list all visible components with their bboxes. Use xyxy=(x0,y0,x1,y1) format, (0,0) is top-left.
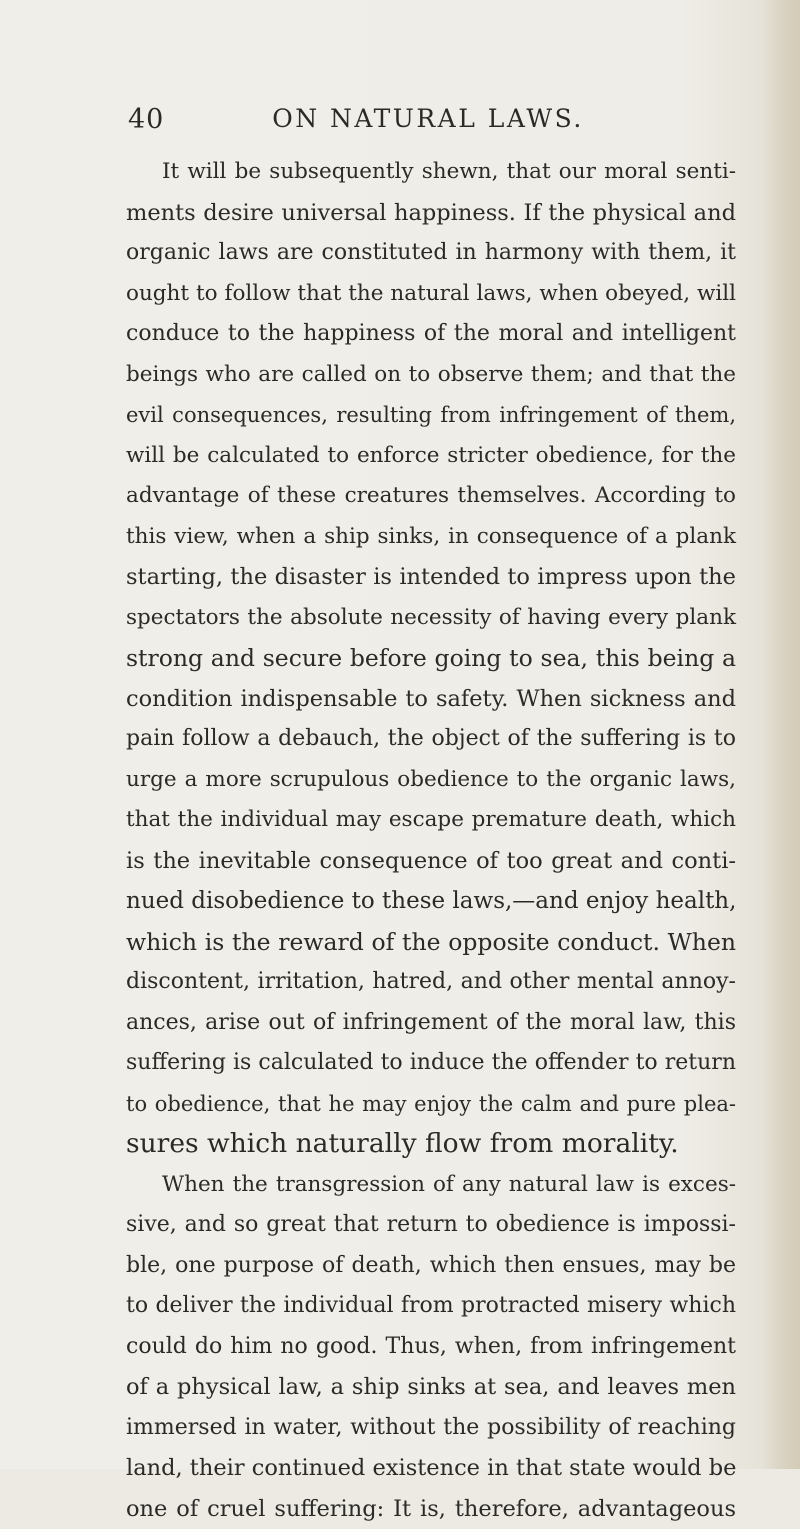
text-line: pain follow a debauch, the object of the suffering is to xyxy=(126,719,736,760)
text-line: to deliver the individual from protracted misery which xyxy=(126,1286,736,1327)
page-number: 40 xyxy=(128,104,164,135)
text-line: organic laws are constituted in harmony with them, it xyxy=(126,233,736,274)
text-line: sive, and so great that return to obedience is impossi- xyxy=(126,1205,736,1246)
text-line: sures which naturally flow from morality. xyxy=(126,1124,736,1165)
body-text xyxy=(126,152,736,1529)
text-line: ought to follow that the natural laws, when obeyed, will xyxy=(126,274,736,315)
text-line: that the individual may escape premature death, which xyxy=(126,800,736,841)
text-line: evil consequences, resulting from infringement of them, xyxy=(126,395,736,436)
text-line: conduce to the happiness of the moral and intelligent xyxy=(126,314,736,355)
text-line: is the inevitable consequence of too great and conti- xyxy=(126,841,736,882)
text-line: discontent, irritation, hatred, and other mental annoy- xyxy=(126,962,736,1003)
text-line: which is the reward of the opposite conduct. When xyxy=(126,922,736,963)
text-line: one of cruel suffering: It is, therefore, advantageous xyxy=(126,1489,736,1529)
text-line: ble, one purpose of death, which then ensues, may be xyxy=(126,1246,736,1287)
text-line: ments desire universal happiness. If the physical and xyxy=(126,193,736,234)
text-line: to obedience, that he may enjoy the calm and pure plea- xyxy=(126,1084,736,1125)
page-edge-shadow xyxy=(762,0,800,1469)
text-line: immersed in water, without the possibility of reaching xyxy=(126,1408,736,1449)
running-title: ON NATURAL LAWS. xyxy=(128,104,728,133)
text-line: this view, when a ship sinks, in consequence of a plank xyxy=(126,517,736,558)
text-line: nued disobedience to these laws,—and enjoy health, xyxy=(126,881,736,922)
text-line: It will be subsequently shewn, that our moral senti- xyxy=(126,152,736,193)
text-line: beings who are called on to observe them; and that the xyxy=(126,355,736,396)
text-line: strong and secure before going to sea, this being a xyxy=(126,638,736,679)
text-line: land, their continued existence in that state would be xyxy=(126,1448,736,1489)
page-header xyxy=(128,104,728,144)
text-line: advantage of these creatures themselves. According to xyxy=(126,476,736,517)
text-line: could do him no good. Thus, when, from infringement xyxy=(126,1327,736,1368)
text-line: ances, arise out of infringement of the moral law, this xyxy=(126,1003,736,1044)
text-line: starting, the disaster is intended to impress upon the xyxy=(126,557,736,598)
text-line: condition indispensable to safety. When sickness and xyxy=(126,679,736,720)
text-line: spectators the absolute necessity of having every plank xyxy=(126,598,736,639)
text-line: When the transgression of any natural law is exces- xyxy=(126,1165,736,1206)
text-line: will be calculated to enforce stricter obedience, for the xyxy=(126,436,736,477)
text-line: suffering is calculated to induce the offender to return xyxy=(126,1043,736,1084)
text-line: of a physical law, a ship sinks at sea, and leaves men xyxy=(126,1367,736,1408)
text-line: urge a more scrupulous obedience to the organic laws, xyxy=(126,760,736,801)
